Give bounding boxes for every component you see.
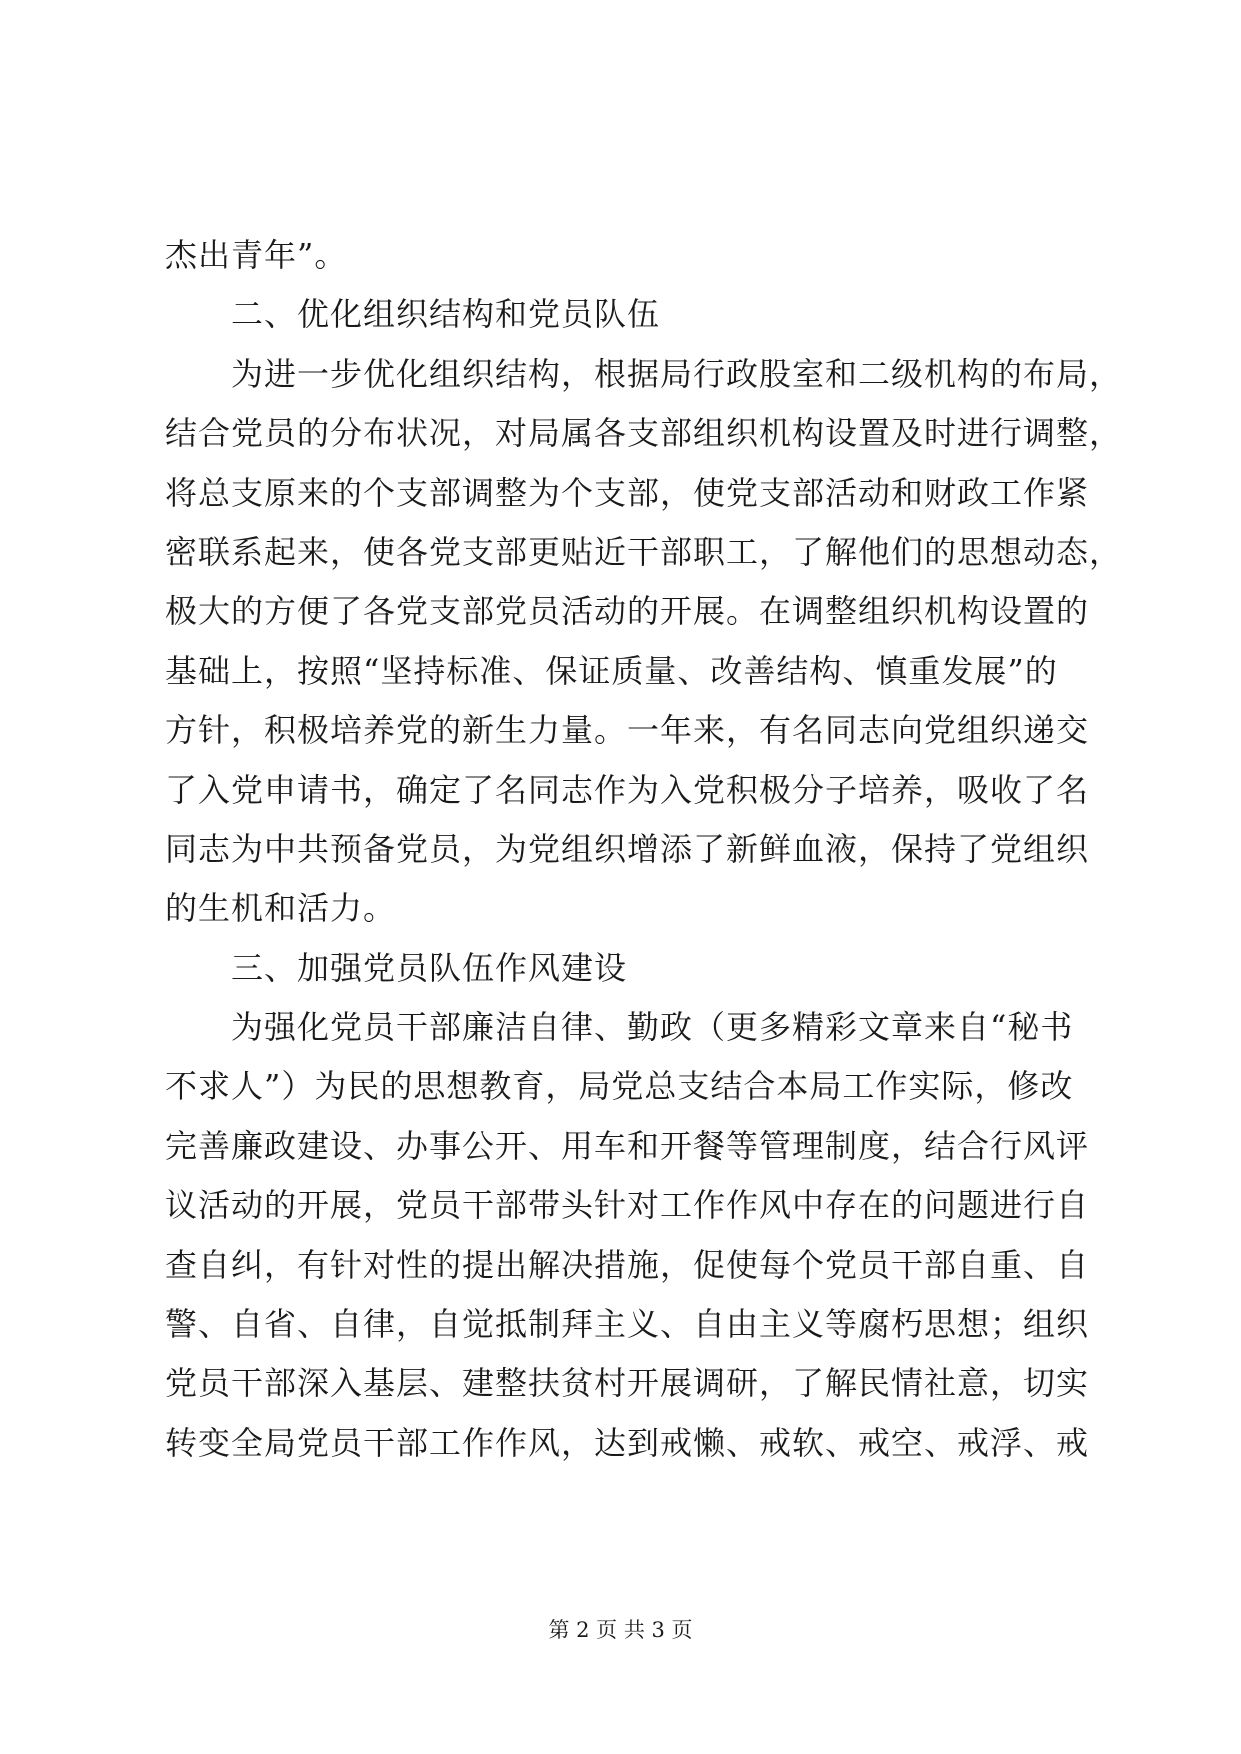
page-number: 第 2 页 共 3 页 [548, 1618, 693, 1642]
text-line: 极大的方便了各党支部党员活动的开展。在调整组织机构设置的 [165, 592, 1090, 631]
text-line: 密联系起来，使各党支部更贴近干部职工，了解他们的思想动态， [165, 532, 1123, 571]
section-heading: 二、优化组织结构和党员队伍 [231, 295, 661, 334]
text-line: 为强化党员干部廉洁自律、勤政（更多精彩文章来自“秘书 [231, 1008, 1074, 1047]
document-body [165, 226, 1125, 1473]
section-heading: 三、加强党员队伍作风建设 [231, 948, 628, 987]
text-line: 基础上，按照“坚持标准、保证质量、改善结构、慎重发展”的 [165, 651, 1058, 690]
text-line: 结合党员的分布状况，对局属各支部组织机构设置及时进行调整， [165, 414, 1123, 453]
text-line: 查自纠，有针对性的提出解决措施，促使每个党员干部自重、自 [165, 1245, 1090, 1284]
text-line: 杰出青年”。 [165, 236, 348, 274]
text-line: 了入党申请书，确定了名同志作为入党积极分子培养，吸收了名 [165, 770, 1090, 809]
text-line: 同志为中共预备党员，为党组织增添了新鲜血液，保持了党组织 [165, 829, 1090, 868]
text-line: 不求人”）为民的思想教育，局党总支结合本局工作实际，修改 [165, 1067, 1074, 1106]
text-line: 的生机和活力。 [165, 889, 397, 928]
text-line: 为进一步优化组织结构，根据局行政股室和二级机构的布局， [231, 354, 1123, 393]
page-footer [0, 1615, 1241, 1645]
text-line: 完善廉政建设、办事公开、用车和开餐等管理制度，结合行风评 [165, 1126, 1090, 1165]
text-line: 将总支原来的个支部调整为个支部，使党支部活动和财政工作紧 [165, 473, 1090, 512]
text-line: 方针，积极培养党的新生力量。一年来，有名同志向党组织递交 [165, 711, 1090, 750]
text-line: 转变全局党员干部工作作风，达到戒懒、戒软、戒空、戒浮、戒 [165, 1423, 1090, 1462]
text-line: 党员干部深入基层、建整扶贫村开展调研，了解民情社意，切实 [165, 1364, 1090, 1403]
text-line: 议活动的开展，党员干部带头针对工作作风中存在的问题进行自 [165, 1186, 1090, 1225]
text-line: 警、自省、自律，自觉抵制拜主义、自由主义等腐朽思想；组织 [165, 1305, 1090, 1344]
